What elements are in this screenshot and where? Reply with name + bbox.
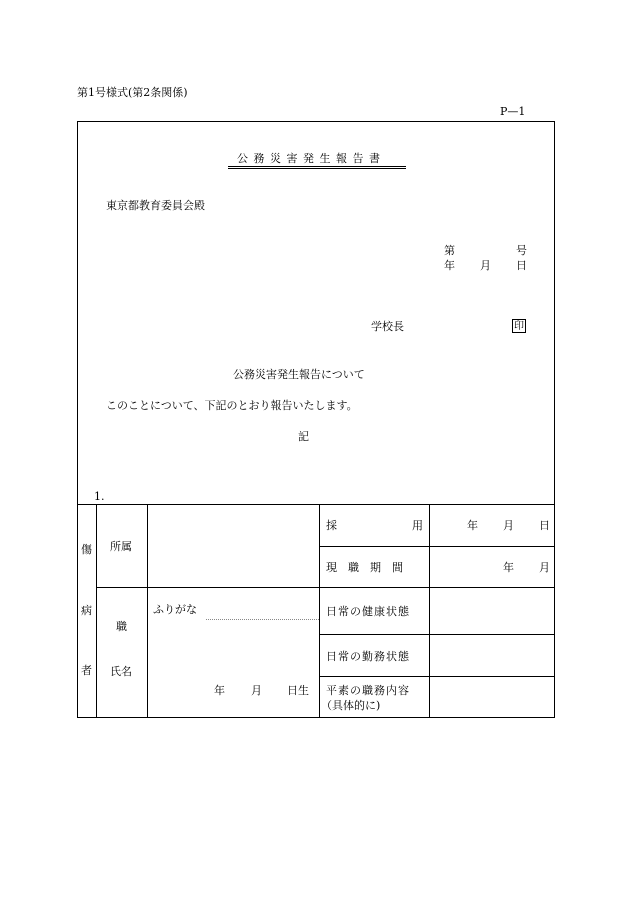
name-label: 氏名 (110, 665, 132, 678)
ki-label: 記 (298, 430, 309, 443)
birth-month: 月 (251, 684, 262, 697)
hire-month: 月 (503, 519, 514, 532)
title-underline-2 (228, 168, 406, 169)
position-label: 職 (116, 620, 127, 633)
date-month: 月 (480, 259, 491, 272)
birth-day: 日生 (287, 684, 309, 697)
table-hline-1 (319, 546, 555, 547)
work-label: 日常の勤務状態 (326, 650, 410, 663)
table-hline-4 (319, 676, 555, 677)
title-underline (228, 166, 406, 167)
current-period-year: 年 (503, 561, 514, 574)
table-hline-affiliation (96, 587, 319, 588)
affiliation-label: 所属 (110, 540, 132, 553)
hire-year: 年 (467, 519, 478, 532)
date-year: 年 (444, 259, 455, 272)
side-label-char-2: 病 (81, 604, 92, 617)
page-label: P—1 (500, 105, 526, 118)
addressee: 東京都教育委員会殿 (106, 199, 205, 212)
current-period-month: 月 (539, 561, 550, 574)
number-go: 号 (516, 244, 527, 257)
table-vline-4 (429, 504, 430, 717)
principal-label: 学校長 (371, 320, 404, 333)
side-label-char-3: 者 (81, 664, 92, 677)
table-vline-3 (319, 504, 320, 717)
table-vline-2 (147, 504, 148, 717)
section-number: 1. (94, 490, 105, 503)
current-period-label: 現 職 期 間 (326, 561, 403, 574)
furigana-dotted-line (206, 619, 319, 620)
table-vline-1 (96, 504, 97, 717)
duties-sublabel: （具体的に) (321, 699, 381, 712)
form-number: 第1号様式(第2条関係) (77, 86, 188, 99)
furigana-label: ふりがな (153, 603, 197, 616)
table-hline-3 (319, 634, 555, 635)
hire-label-2: 用 (412, 519, 423, 532)
birth-year: 年 (214, 684, 225, 697)
date-day: 日 (516, 259, 527, 272)
table-hline-2 (319, 587, 555, 588)
duties-label: 平素の職務内容 (326, 684, 410, 697)
health-label: 日常の健康状態 (326, 605, 410, 618)
hire-day: 日 (539, 519, 550, 532)
table-top-line (77, 504, 555, 505)
seal-mark: 印 (514, 321, 524, 332)
document-title: 公 務 災 害 発 生 報 告 書 (237, 152, 381, 165)
hire-label-1: 採 (326, 519, 337, 532)
body-text: このことについて、下記のとおり報告いたします。 (106, 399, 358, 412)
subject: 公務災害発生報告について (233, 368, 365, 381)
number-dai: 第 (444, 244, 455, 257)
side-label-char-1: 傷 (81, 543, 92, 556)
